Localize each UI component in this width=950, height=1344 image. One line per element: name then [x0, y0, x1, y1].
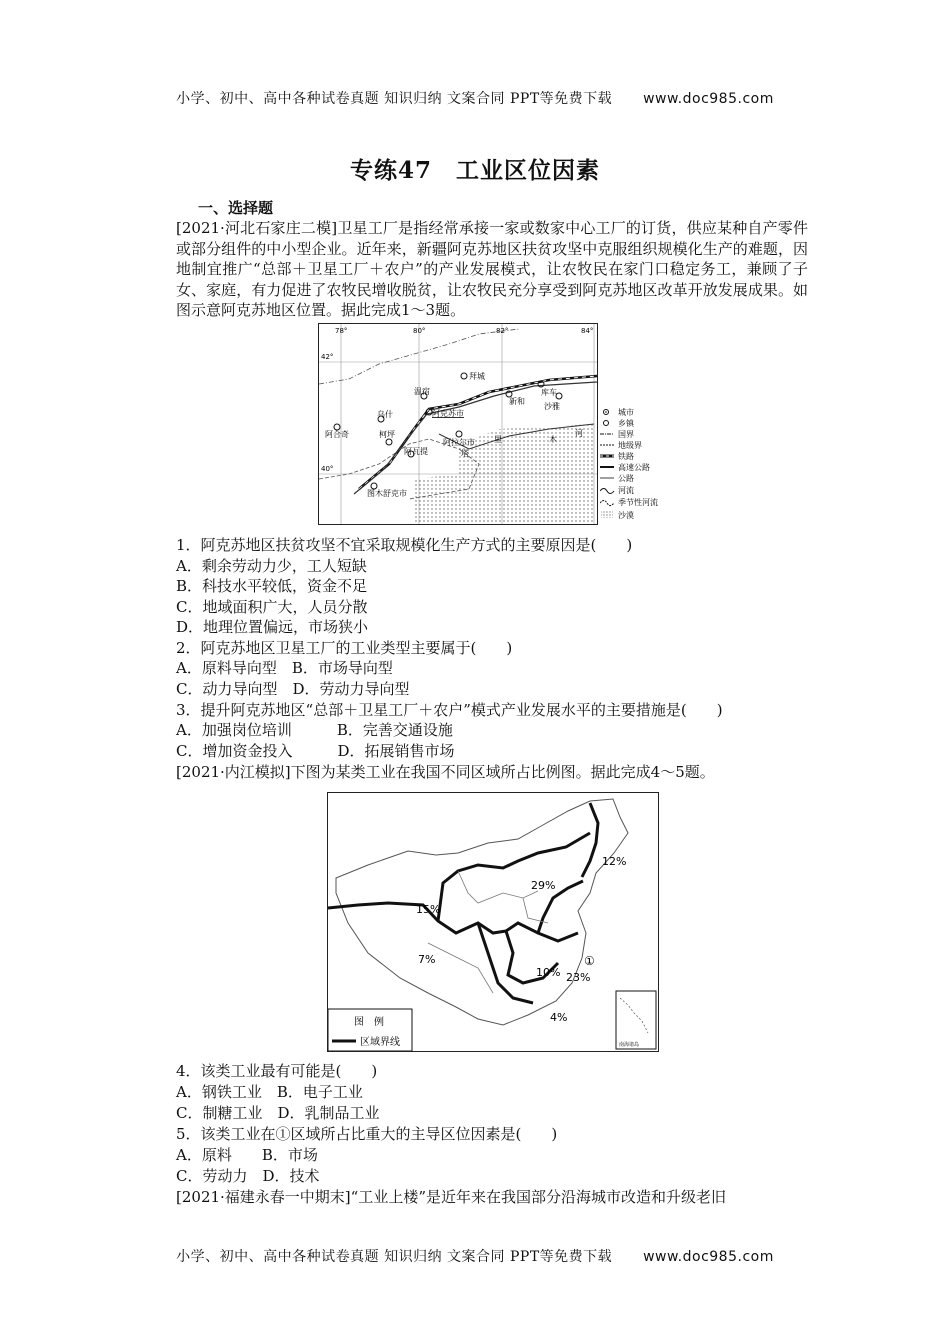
region-mark: ① — [584, 954, 595, 968]
title-prefix: 专练47 — [349, 157, 432, 184]
legend-seasonal-river-icon — [600, 501, 614, 506]
river-label: 里 — [494, 435, 502, 444]
place-label: 阿克苏市 — [432, 409, 464, 418]
place-label: 乌什 — [377, 410, 393, 419]
question-4: 4．该类工业最有可能是( ) — [176, 1062, 378, 1080]
intro-paragraph-2: [2021·内江模拟]下图为某类工业在我国不同区域所占比例图。据此完成4～5题。 — [176, 763, 715, 781]
province-boundary — [458, 871, 538, 903]
place-label: 图木舒克市 — [367, 489, 407, 498]
q4-option[interactable]: C．制糖工业 D．乳制品工业 — [176, 1104, 380, 1122]
province-boundary — [523, 898, 548, 923]
intro-paragraph-3: [2021·福建永春一中期末]“工业上楼”是近年来在我国部分沿海城市改造和升级老旧 — [176, 1188, 726, 1206]
q3-option[interactable]: A．加强岗位培训 B．完善交通设施 — [176, 721, 453, 739]
region-boundary — [478, 923, 533, 1003]
region-percent: 7% — [418, 953, 436, 966]
region-percent: 23% — [566, 971, 591, 984]
river-label: 塔 — [461, 449, 469, 458]
page-footer — [0, 1246, 950, 1266]
legend-label: 城市 — [618, 408, 634, 417]
lon-label: 78° — [335, 327, 348, 335]
lon-label: 82° — [496, 327, 509, 335]
region-percent: 12% — [602, 855, 627, 868]
city-marker — [456, 431, 462, 437]
lat-label: 42° — [321, 353, 334, 361]
lat-label: 40° — [321, 465, 334, 473]
place-label: 温宿 — [414, 387, 430, 396]
legend-title: 图 例 — [354, 1017, 384, 1028]
legend-desert-icon — [601, 511, 613, 518]
province-boundary — [428, 943, 493, 993]
region-percent: 29% — [531, 879, 556, 892]
q3-option[interactable]: C．增加资金投入 D．拓展销售市场 — [176, 742, 455, 760]
q1-option[interactable]: A．剩余劳动力少，工人短缺 — [176, 557, 367, 575]
q5-option[interactable]: C．劳动力 D．技术 — [176, 1167, 320, 1185]
place-label: 拜城 — [469, 372, 485, 381]
legend-label: 公路 — [618, 474, 634, 483]
intro-paragraph-1 — [176, 218, 808, 321]
legend-label: 乡镇 — [618, 419, 634, 428]
footer-text: 小学、初中、高中各种试卷真题 知识归纳 文案合同 PPT等免费下载 — [176, 1249, 613, 1265]
lon-label: 80° — [413, 327, 426, 335]
header-url[interactable]: www.doc985.com — [643, 91, 774, 107]
question-3: 3．提升阿克苏地区“总部＋卫星工厂＋农户”模式产业发展水平的主要措施是( ) — [176, 701, 723, 719]
place-label: 新和 — [509, 397, 525, 406]
q1-option[interactable]: D．地理位置偏远，市场狭小 — [176, 618, 369, 636]
question-2: 2．阿克苏地区卫星工厂的工业类型主要属于( ) — [176, 639, 513, 657]
q1-option[interactable]: B．科技水平较低，资金不足 — [176, 577, 368, 595]
footer-url[interactable]: www.doc985.com — [643, 1249, 774, 1265]
place-label: 柯坪 — [379, 430, 395, 439]
legend-label: 沙漠 — [618, 511, 634, 520]
legend-label: 铁路 — [618, 452, 634, 461]
legend-item: 区域界线 — [360, 1037, 400, 1048]
question-5: 5．该类工业在①区域所占比重大的主导区位因素是( ) — [176, 1125, 558, 1143]
intro-1-text: [2021·河北石家庄二模]卫星工厂是指经常承接一家或数家中心工厂的订货，供应某种自产零件或部分组件的中小型企业。近年来，新疆阿克苏地区扶贫攻坚中克服组织规模化生产的难题，因地制宜推广“总部＋卫星工厂＋农户”的产业发展模式，让农牧民在家门口稳定务工，兼顾了子女、家庭，有力促进了农牧民增收脱贫，让农牧民充分享受到阿克苏地区改革开放发展成果。如图示意阿克苏地区位置。据此完成1～3题。 — [176, 219, 808, 320]
aksu-map — [318, 323, 598, 525]
place-label: 阿瓦提 — [404, 447, 428, 456]
china-outline — [336, 799, 628, 1025]
city-marker — [461, 373, 467, 379]
legend-label: 地级界 — [618, 441, 642, 450]
place-label: 阿拉尔市 — [443, 438, 475, 447]
question-1: 1．阿克苏地区扶贫攻坚不宜采取规模化生产方式的主要原因是( ) — [176, 536, 633, 554]
legend-label: 季节性河流 — [618, 498, 658, 507]
south-sea-inset — [616, 991, 656, 1049]
region-percent: 4% — [550, 1011, 568, 1024]
legend-river-icon — [600, 489, 614, 494]
place-label: 阿合奇 — [325, 430, 349, 439]
region-percent: 10% — [536, 966, 561, 979]
header-text: 小学、初中、高中各种试卷真题 知识归纳 文案合同 PPT等免费下载 — [176, 91, 613, 107]
q2-option[interactable]: A．原料导向型 B．市场导向型 — [176, 659, 393, 677]
legend-label: 高速公路 — [618, 463, 650, 472]
legend-label: 河流 — [618, 486, 634, 495]
aksu-legend — [600, 406, 680, 528]
city-marker — [386, 439, 392, 445]
river-label: 木 — [549, 435, 557, 444]
legend-town-icon — [604, 421, 609, 426]
china-map — [327, 792, 659, 1052]
legend-label: 国界 — [618, 430, 634, 439]
page-header — [0, 88, 950, 108]
title-main: 工业区位因素 — [456, 157, 600, 184]
section-heading: 一、选择题 — [198, 199, 274, 217]
place-label: 库车 — [541, 388, 557, 397]
q5-option[interactable]: A．原料 B．市场 — [176, 1146, 318, 1164]
region-percent: 15% — [416, 903, 441, 916]
river-label: 河 — [575, 429, 583, 438]
q2-option[interactable]: C．动力导向型 D．劳动力导向型 — [176, 680, 410, 698]
page-title — [0, 152, 950, 185]
region-boundary — [582, 803, 598, 877]
place-label: 沙雅 — [544, 402, 560, 411]
q1-option[interactable]: C．地域面积广大，人员分散 — [176, 598, 368, 616]
q4-option[interactable]: A．钢铁工业 B．电子工业 — [176, 1083, 363, 1101]
lon-label: 84° — [581, 327, 594, 335]
inset-label: 南海诸岛 — [619, 1042, 640, 1048]
